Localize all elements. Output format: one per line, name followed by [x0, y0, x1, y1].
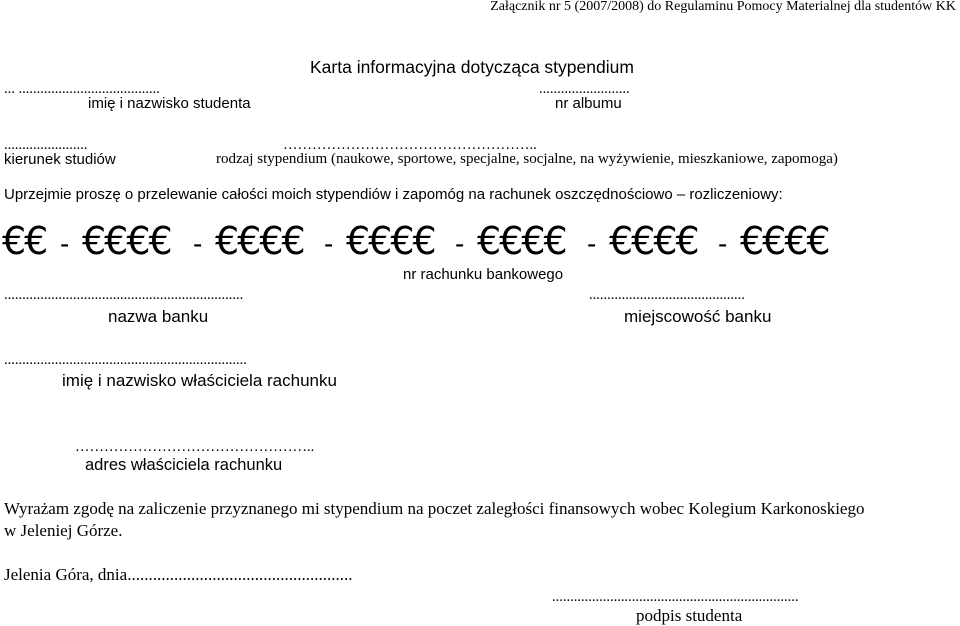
account-number-label: nr rachunku bankowego: [403, 266, 564, 283]
consent-line-2: w Jeleniej Górze.: [4, 521, 123, 540]
bank-city-label: miejscowość banku: [624, 307, 772, 326]
course-label: kierunek studiów: [4, 151, 116, 168]
account-group-separator: -: [455, 228, 465, 259]
account-digit-group[interactable]: €€€€: [215, 219, 304, 263]
account-group-separator: -: [60, 228, 70, 259]
owner-name-field[interactable]: ...................................................................: [4, 352, 247, 368]
account-digit-group[interactable]: €€€€: [82, 219, 171, 263]
date-field[interactable]: Jelenia Góra, dnia.....................................................: [4, 565, 353, 584]
course-field[interactable]: .......................: [4, 137, 88, 153]
account-digit-group[interactable]: €€€€: [346, 219, 435, 263]
account-group-separator: -: [718, 228, 728, 259]
account-digit-group[interactable]: €€: [2, 219, 47, 263]
account-digit-group[interactable]: €€€€: [740, 219, 829, 263]
account-number-boxes[interactable]: [0, 218, 900, 264]
album-number-field[interactable]: .........................: [539, 81, 630, 97]
consent-line-1: Wyrażam zgodę na zaliczenie przyznanego mi stypendium na poczet zaległości finansowych wobec Kolegium Karkonoskiego: [4, 499, 865, 518]
account-group-separator: -: [587, 228, 597, 259]
student-name-label: imię i nazwisko studenta: [88, 95, 251, 112]
account-group-separator: -: [193, 228, 203, 259]
scholarship-type-label: rodzaj stypendium (naukowe, sportowe, specjalne, socjalne, na wyżywienie, mieszkaniowe, zapomoga): [216, 151, 838, 167]
account-digit-group[interactable]: €€€€: [609, 219, 698, 263]
document-title: Karta informacyjna dotycząca stypendium: [310, 57, 634, 77]
album-number-label: nr albumu: [555, 95, 622, 112]
scholarship-type-field[interactable]: ……………………………………………..: [283, 137, 537, 153]
account-digit-group[interactable]: €€€€: [477, 219, 566, 263]
attachment-note: Załącznik nr 5 (2007/2008) do Regulaminu Pomocy Materialnej dla studentów KK: [490, 0, 956, 14]
signature-label: podpis studenta: [636, 606, 743, 625]
bank-name-label: nazwa banku: [108, 307, 209, 326]
owner-name-label: imię i nazwisko właściciela rachunku: [62, 371, 337, 390]
signature-field[interactable]: ....................................................................: [552, 589, 799, 605]
transfer-request-text: Uprzejmie proszę o przelewanie całości moich stypendiów i zapomóg na rachunek oszczędnościowo – rozliczeniowy:: [4, 186, 783, 203]
account-group-separator: -: [324, 228, 334, 259]
bank-city-field[interactable]: ...........................................: [589, 287, 745, 303]
owner-address-field[interactable]: …………………………………………..: [75, 439, 315, 455]
bank-name-field[interactable]: ..................................................................: [4, 287, 244, 303]
student-name-field[interactable]: ... .......................................: [4, 81, 160, 97]
owner-address-label: adres właściciela rachunku: [85, 456, 283, 474]
